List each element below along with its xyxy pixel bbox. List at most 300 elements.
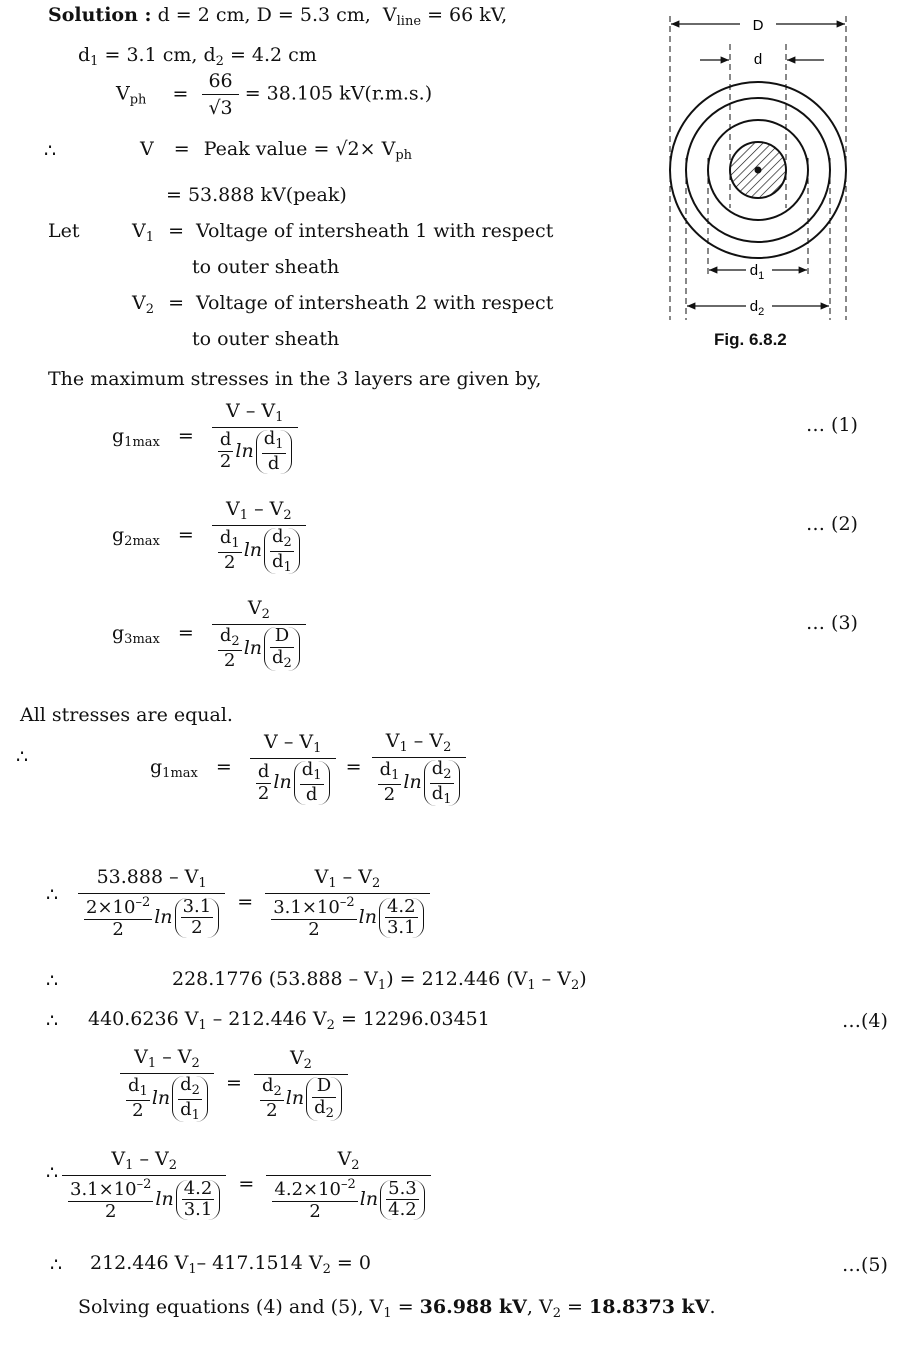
text: – 417.1514 V [196,1252,323,1274]
line-228 [172,968,587,993]
eq-no-3: … (3) [806,612,858,634]
v: V [226,400,240,422]
d: d [300,784,324,805]
text: – 212.446 V [212,1008,327,1030]
d: d [219,527,232,549]
sfrac [181,895,214,939]
sub2: 2 [231,634,240,649]
v: V [299,731,314,754]
text: 212.446 V [90,1252,189,1274]
equals: = [173,138,190,160]
two: 2 [68,1201,153,1222]
vph-sub: ph [129,92,147,108]
eq-right-fraction [372,730,466,806]
exp: –2 [135,895,151,910]
g2-sym: g [112,524,125,547]
sub1: 1 [275,437,284,452]
den [266,1175,430,1222]
d1-over-2 [126,1077,150,1121]
ln: ln [151,1087,171,1110]
v: V [385,730,400,752]
d2 [312,1097,336,1121]
sub1: 1 [198,1018,207,1033]
v: V [557,968,571,990]
ln: ln [285,1087,305,1110]
d1 [126,1077,150,1100]
eq-right-numerator [372,730,466,757]
dim-d-label: d [753,51,763,68]
den [120,1073,214,1122]
sub2: 2 [283,535,292,550]
given-d-D: d = 2 cm, D = 5.3 cm, [157,4,371,26]
g1-sym: g [112,424,125,447]
equals: = [238,1172,255,1195]
v2-def-text: Voltage of intersheath 2 with respect [196,292,554,314]
v1-sym: V [132,220,146,242]
ln: ln [273,771,292,794]
therefore-5: ∴ [46,1010,59,1032]
d1-over-d [300,761,324,805]
d: d [219,625,232,646]
g1-fraction [212,400,298,474]
minus: – [254,498,264,520]
numeric-equation-2 [62,1148,431,1222]
d: d [219,429,232,451]
v1-def-text: Voltage of intersheath 1 with respect [196,220,554,242]
ln: ln [358,905,377,928]
given-d2-sub: 2 [215,54,224,69]
g3-fraction [212,597,306,671]
symbolic-equation-2 [120,1046,348,1122]
equals: = [177,524,194,547]
text: = [391,1296,420,1318]
eq-no-5: …(5) [842,1254,888,1276]
g2-numerator [212,498,306,525]
d2 [430,760,454,783]
d: 4.2 [388,1199,417,1221]
sub1: 1 [283,559,292,575]
text: 3.1×10 [273,897,340,918]
d: d [257,760,270,782]
text: Solving equations (4) and (5), V [78,1296,384,1318]
sub2: 2 [570,978,580,993]
v: V [154,1148,169,1170]
num-eq2-right [266,1148,430,1222]
therefore-3: ∴ [46,884,59,906]
sfrac [272,1178,357,1222]
sub1: 1 [313,768,322,784]
n: 3.1 [182,895,212,917]
equals: = [177,424,194,447]
num-eq1-right-denominator [265,893,429,940]
d1-over-2 [378,761,402,805]
two: 2 [84,919,152,940]
d: d [263,428,276,449]
exp: –2 [339,895,355,910]
two: 2 [218,650,242,671]
minus: – [283,731,294,754]
sub2: 2 [371,876,381,891]
two: 2 [271,919,356,940]
given-d1-sym: d [78,44,91,66]
D: D [274,625,290,646]
two: 2 [218,552,242,573]
sub1: 1 [527,978,536,993]
sub1: 1 [125,1158,134,1173]
sub2: 2 [283,508,292,523]
sub2: 2 [351,1158,360,1173]
ln: ln [154,905,173,928]
equals: = [237,890,254,913]
ln: ln [155,1187,174,1210]
final-result [78,1296,716,1321]
text: = 0 [336,1252,371,1274]
g2-denominator [212,525,306,574]
max-stress-intro: The maximum stresses in the 3 layers are given by, [48,368,542,390]
sfrac [84,896,152,940]
vline-symbol: V [382,4,397,26]
two: 2 [378,784,402,805]
sub1: 1 [275,410,284,425]
ln: ln [235,439,254,462]
d-over-2 [218,431,234,472]
ln-arg [172,1076,208,1122]
d2 [260,1077,284,1100]
peak-lhs: V [140,138,154,160]
peak-sub: ph [395,148,413,163]
num-eq1-right-numerator [265,866,429,893]
v2-result: 18.8373 kV [589,1296,710,1318]
v2-sub: 2 [145,302,155,317]
two: 2 [126,1100,150,1121]
v: V [264,731,278,754]
ln-arg [256,430,292,474]
all-equal-text: All stresses are equal. [20,704,233,726]
ln-arg [379,895,424,939]
d2-over-2 [218,627,242,671]
sub2: 2 [326,1018,335,1033]
v: V [134,1046,148,1068]
two: 2 [256,783,272,804]
v: V [289,1047,304,1070]
times-v: × V [359,138,396,160]
equals: = [345,756,362,779]
therefore-6: ∴ [46,1162,59,1184]
g2max-equation [112,498,306,574]
sfrac [182,1177,215,1221]
sub2: 2 [261,607,270,622]
sfrac [386,1177,419,1221]
equals: = [172,82,189,105]
eq-left-fraction [250,731,336,805]
vph-numerator: 66 [208,70,233,92]
eq-left-denominator [250,758,336,805]
therefore-7: ∴ [50,1254,63,1276]
d: d [314,1097,326,1119]
vph-fraction [202,70,238,119]
g1-sub: 1max [162,766,198,782]
sub1: 1 [231,536,240,552]
d2-over-d1 [178,1076,202,1122]
sub1: 1 [313,741,322,757]
sym-eq2-right [254,1047,348,1121]
ln: ln [243,539,263,562]
two: 2 [272,1201,357,1222]
minus: – [245,400,256,422]
v: V [261,400,276,422]
therefore-1: ∴ [44,140,57,162]
text: . [709,1296,716,1318]
given-line-1 [48,4,507,29]
g1max-equation [112,400,298,474]
minus: – [139,1148,149,1170]
text: 228.1776 (53.888 – V [172,968,378,990]
d2-over-d1 [270,528,294,574]
sub1: 1 [188,1262,197,1277]
equation-5 [90,1252,371,1277]
equals: = [215,756,232,779]
d: d [272,646,284,668]
sfrac [68,1178,153,1222]
d: d [301,759,314,781]
num [62,1148,226,1175]
v: V [314,866,329,888]
d: d [180,1074,192,1095]
text: 2×10 [86,897,136,918]
n: 4.2 [183,1177,213,1199]
d1 [300,761,324,784]
num [120,1046,214,1073]
let-label: Let [48,220,80,242]
text: , V [526,1296,553,1318]
ln-arg [294,761,330,805]
peak-equation [140,138,412,163]
v2-definition [132,292,553,317]
v1-def-cont: to outer sheath [192,256,340,278]
g3-sym: g [112,621,125,644]
d2 [218,627,242,650]
text: ) [579,968,587,990]
two: 2 [260,1100,284,1121]
v1-sub: 1 [145,230,155,245]
v: V [337,1148,352,1170]
eq-no-2: … (2) [806,513,858,535]
num-eq1-left-denominator [78,893,225,940]
vph-denominator: √3 [202,94,238,119]
den [254,1074,348,1121]
ln-arg [264,627,300,671]
num-eq1-left [78,866,225,940]
vline-value: = 66 kV, [427,4,508,26]
ln: ln [359,1187,379,1210]
g1-denominator [212,427,298,474]
ln: ln [243,636,263,659]
therefore-2: ∴ [16,746,29,768]
sub1: 1 [139,1084,148,1100]
d: 3.1 [386,917,416,939]
minus: – [541,968,552,990]
d1 [218,529,242,552]
sub1: 1 [399,740,408,755]
given-d2-val: = 4.2 cm [229,44,317,66]
equals: = [168,292,184,314]
d: 2 [181,917,214,938]
given-d1-val: = 3.1 cm, d [104,44,216,66]
sub1: 1 [443,791,452,807]
n [271,896,356,919]
text: 440.6236 V [88,1008,199,1030]
v: V [358,866,372,888]
sub1: 1 [198,876,207,891]
n [272,1178,357,1201]
g2-sub: 2max [124,534,160,550]
num-eq2-left [62,1148,226,1222]
sub2: 2 [443,767,452,782]
g1-sub: 1max [124,434,160,450]
dim-d1-label: $d_1$ [749,262,765,282]
exp: –2 [136,1177,152,1192]
dim-D-label: D [752,17,764,34]
ln-arg [306,1077,342,1121]
exp: –2 [341,1177,356,1192]
eq-no-1: … (1) [806,414,858,436]
ln-arg [176,1177,221,1221]
minus: – [342,866,353,888]
sub2: 2 [273,1084,282,1100]
sub2: 2 [303,1057,312,1073]
eq-left-numerator [250,731,336,758]
d: d [431,758,444,779]
d: d [262,453,286,474]
d2 [178,1076,202,1099]
n: 5.3 [388,1177,417,1199]
text: = [561,1296,589,1318]
figure-caption: Fig. 6.8.2 [714,330,787,349]
numeric-equation-1 [78,866,430,940]
num-eq1-left-numerator [78,866,225,893]
v: V [177,1046,192,1068]
equals: = [177,621,194,644]
g3-denominator [212,624,306,671]
d: d [180,1098,192,1120]
vline-sub: line [396,14,422,29]
d2 [270,647,294,671]
ln-arg [424,760,460,806]
g2-fraction [212,498,306,574]
D: D [316,1075,332,1097]
vph-result: = 38.105 kV(r.m.s.) [244,82,433,105]
text: 53.888 – V [96,866,199,888]
den [62,1175,226,1222]
sub2: 2 [191,1056,200,1071]
equals: = [226,1072,242,1095]
text: = 12296.03451 [340,1008,490,1030]
d1-over-2 [218,529,242,573]
equal-stress-equation [150,730,466,806]
ln-arg [175,895,220,939]
n: 4.2 [386,895,416,917]
n [68,1178,153,1201]
sub1: 1 [391,768,400,784]
ln-arg [264,528,300,574]
therefore-4: ∴ [46,970,59,992]
minus: – [162,1046,172,1068]
sub1: 1 [383,1306,392,1321]
g3-sub: 3max [124,631,160,647]
d1 [378,761,402,784]
D-over-d2 [270,627,294,671]
v2-def-cont: to outer sheath [192,328,340,350]
v: V [247,597,262,619]
given-line-2 [78,44,317,69]
minus: – [413,730,424,752]
ln: ln [403,771,422,794]
peak-rhs-text: Peak value = [203,138,330,160]
v: V [269,498,284,520]
text: 3.1×10 [70,1179,137,1200]
vph-equation [116,70,432,119]
D-over-d2 [312,1077,336,1121]
equals: = [168,220,184,242]
core-center [755,167,762,174]
g1-numerator [212,400,298,427]
sub2: 2 [552,1306,561,1321]
d1 [430,783,454,807]
v2-sym: V [132,292,146,314]
dim-d2-label: $d_2$ [749,298,765,318]
sfrac [385,895,418,939]
d2-over-2 [260,1077,284,1121]
sub2: 2 [325,1106,334,1122]
g3max-equation [112,597,306,671]
d1 [270,551,294,575]
d1 [178,1099,202,1123]
v: V [429,730,444,752]
sym-eq2-left [120,1046,214,1122]
vph-symbol: V [116,82,130,105]
d2 [270,528,294,551]
given-d1-sub: 1 [90,54,99,69]
eq-no-4: …(4) [842,1010,888,1032]
d: d [272,550,284,572]
sfrac [271,896,356,940]
peak-value: = 53.888 kV(peak) [166,184,347,206]
sub1: 1 [239,508,249,523]
g3-numerator [212,597,306,624]
eq-right-denominator [372,757,466,806]
g1-sym: g [150,756,163,779]
d-over-2 [256,760,272,804]
ln-arg [380,1177,425,1221]
sub2: 2 [322,1262,331,1277]
sub2: 2 [443,740,452,755]
text: ) = 212.446 (V [386,968,528,990]
d: d [128,1075,140,1097]
solution-label: Solution : [48,4,152,26]
sub1: 1 [328,876,337,891]
num [254,1047,348,1074]
sub1: 1 [191,1107,200,1123]
v1-definition [132,220,553,245]
d1 [262,430,286,453]
num [266,1148,430,1175]
v: V [226,498,240,520]
sub2: 2 [168,1158,177,1173]
num-eq1-right [265,866,429,940]
d: d [272,526,284,547]
v: V [111,1148,126,1170]
n [84,896,152,919]
